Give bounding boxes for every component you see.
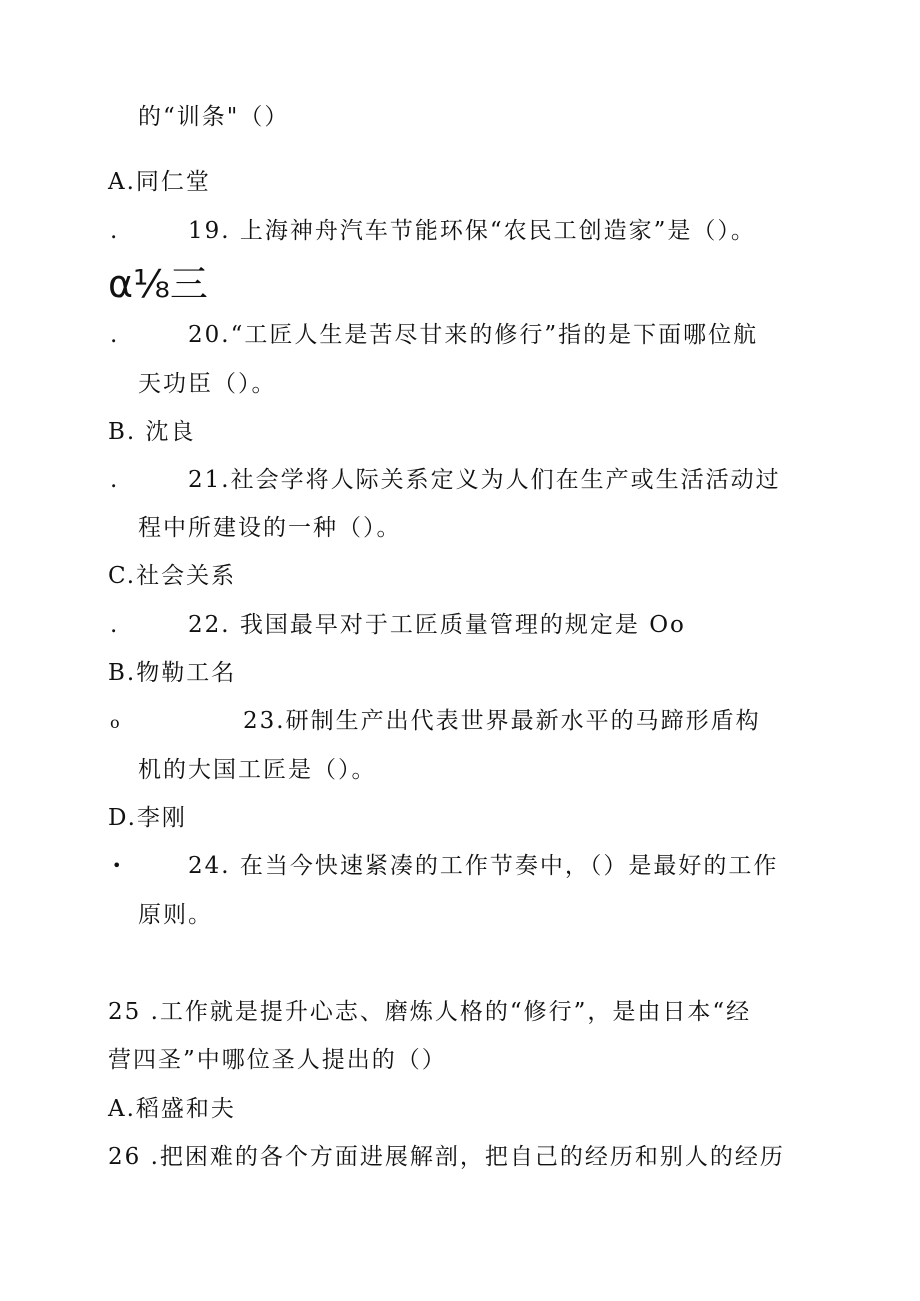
question-line: 23.研制生产出代表世界最新水平的马蹄形盾构 xyxy=(243,708,761,734)
question-line: 24. 在当今快速紧凑的工作节奏中，（）是最好的工作 xyxy=(188,853,779,879)
bullet-marker: o xyxy=(110,713,122,732)
question-continuation: 营四圣”中哪位圣人提出的（） xyxy=(108,1047,447,1073)
bullet-marker: . xyxy=(110,218,120,244)
answer-line: B. 沈良 xyxy=(108,419,196,445)
text-line: 的“训条"（） xyxy=(138,104,290,130)
garbled-text: α⅛三 xyxy=(108,262,208,306)
question-line: 22. 我国最早对于工匠质量管理的规定是 Oo xyxy=(188,612,686,638)
question-continuation: 原则。 xyxy=(138,902,213,928)
bullet-marker: . xyxy=(110,612,120,638)
question-continuation: 程中所建设的一种（）。 xyxy=(138,515,402,541)
question-continuation: 天功臣（）。 xyxy=(138,371,277,397)
answer-line: A.稻盛和夫 xyxy=(108,1096,236,1122)
bullet-marker: . xyxy=(110,467,120,493)
bullet-marker: • xyxy=(112,856,124,875)
question-line: 20.“工匠人生是苦尽甘来的修行”指的是下面哪位航 xyxy=(188,322,759,348)
answer-line: A.同仁堂 xyxy=(108,169,211,195)
question-line: 25 .工作就是提升心志、磨炼人格的“修行”，是由日本“经 xyxy=(108,999,752,1025)
question-line: 21.社会学将人际关系定义为人们在生产或生活活动过 xyxy=(188,467,781,493)
answer-line: B.物勒工名 xyxy=(108,660,237,686)
answer-line: C.社会关系 xyxy=(108,563,237,589)
answer-line: D.李刚 xyxy=(108,805,187,831)
question-line: 26 .把困难的各个方面进展解剖，把自己的经历和别人的经历 xyxy=(108,1144,785,1170)
bullet-marker: . xyxy=(110,322,120,348)
question-continuation: 机的大国工匠是（）。 xyxy=(138,757,377,783)
question-line: 19. 上海神舟汽车节能环保“农民工创造家”是（）。 xyxy=(188,218,756,244)
